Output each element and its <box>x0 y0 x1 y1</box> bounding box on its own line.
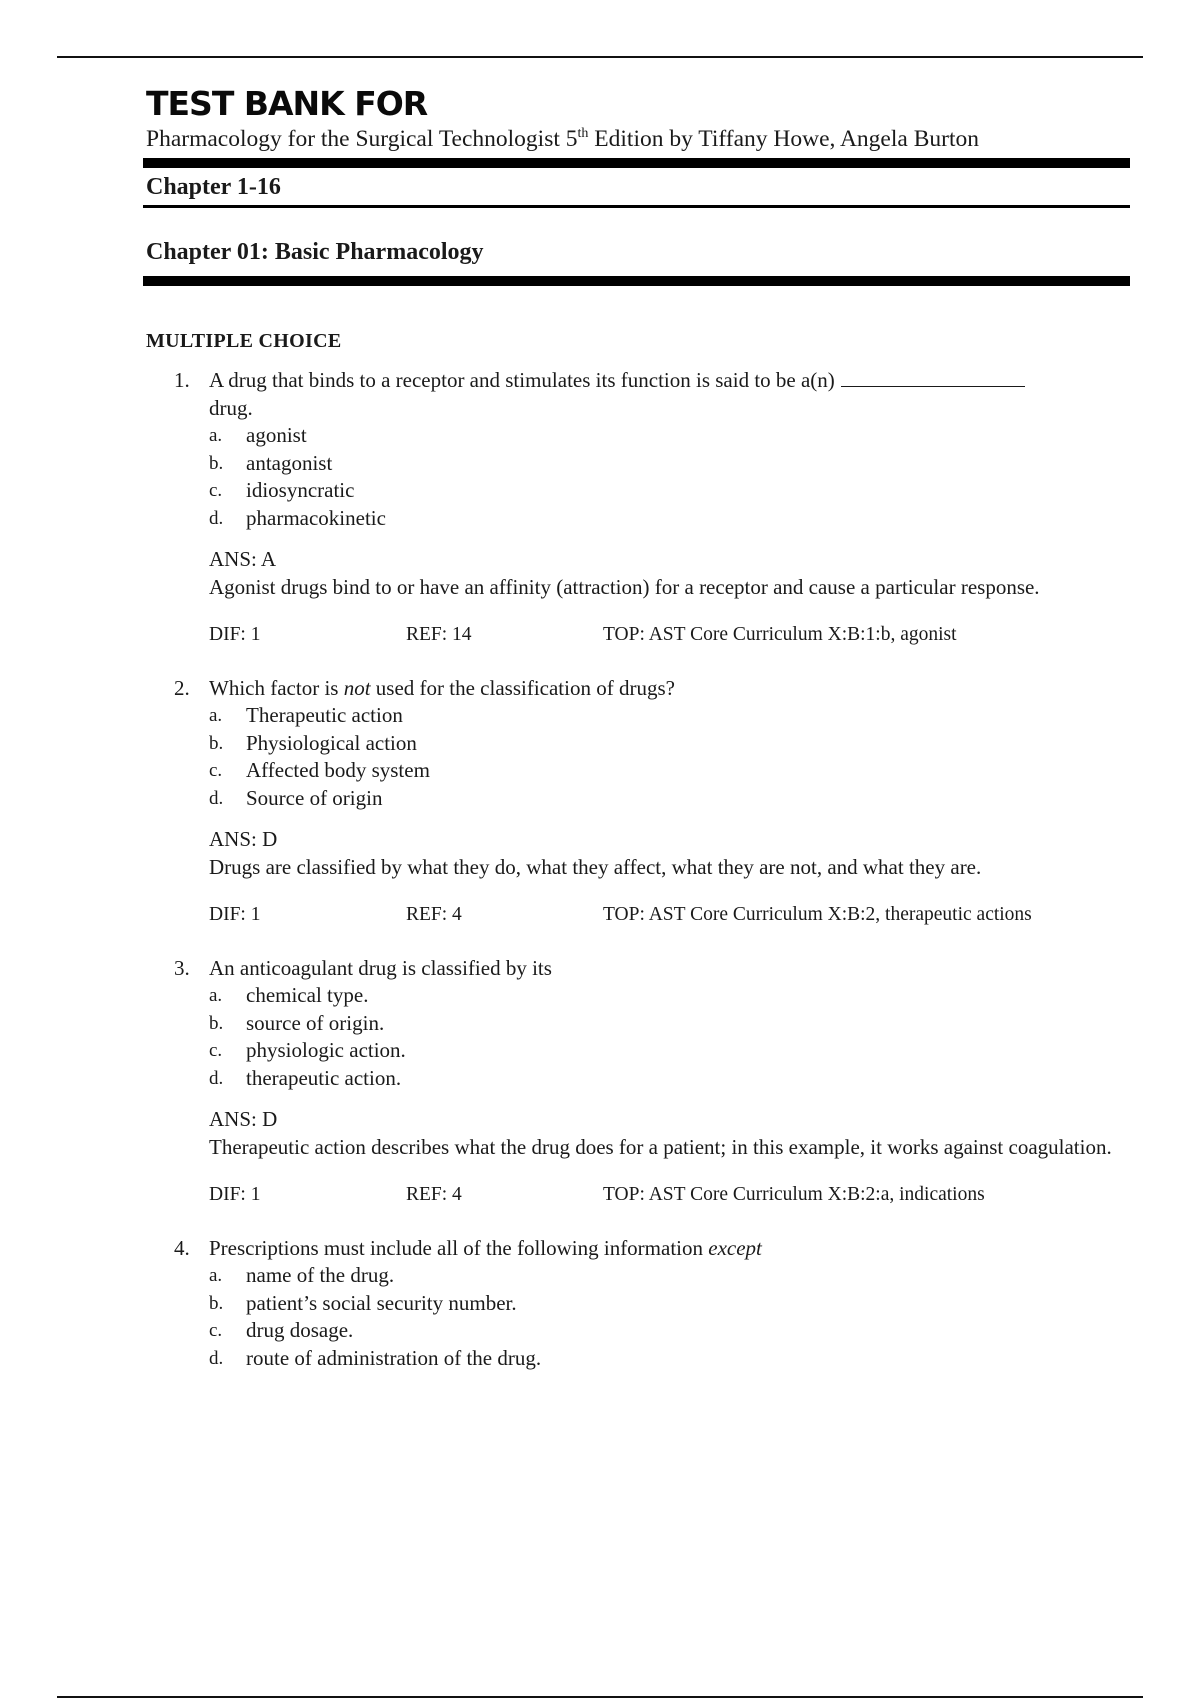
subtitle-text: Pharmacology for the Surgical Technologist 5 <box>146 126 578 152</box>
top-rule <box>57 56 1143 58</box>
question-stem <box>209 366 1127 422</box>
option-text: source of origin. <box>246 1010 385 1035</box>
option-d <box>209 505 1146 533</box>
answer-key: ANS: A <box>209 547 277 571</box>
option-text: agonist <box>246 423 307 447</box>
option-text: pharmacokinetic <box>246 505 386 530</box>
option-c <box>209 757 1146 785</box>
option-letter: a. <box>209 425 223 446</box>
option-c <box>209 1317 1146 1345</box>
document-title: TEST BANK FOR <box>146 84 428 123</box>
subtitle-text-rest: Edition by Tiffany Howe, Angela Burton <box>588 126 979 152</box>
option-letter: c. <box>209 760 223 781</box>
option-letter: c. <box>209 480 223 501</box>
option-text: route of administration of the drug. <box>246 1345 542 1370</box>
option-d <box>209 785 1146 813</box>
option-b <box>209 730 1146 758</box>
option-a <box>209 702 1146 730</box>
reference: REF: 4 <box>406 904 462 925</box>
option-text: antagonist <box>246 450 333 475</box>
option-letter: a. <box>209 1265 223 1286</box>
option-b <box>209 1290 1146 1318</box>
book-subtitle <box>146 124 1130 154</box>
question-2 <box>146 674 1146 931</box>
question-stem-emphasis: except <box>708 1236 762 1260</box>
option-list <box>209 982 1146 1092</box>
question-number: 3. <box>174 956 190 980</box>
option-text: Therapeutic action <box>246 703 403 727</box>
option-text: patient’s social security number. <box>246 1290 517 1315</box>
question-stem-text: Prescriptions must include all of the following information <box>209 1236 709 1260</box>
topic: TOP: AST Core Curriculum X:B:1:b, agonist <box>603 624 957 645</box>
option-text: idiosyncratic <box>246 478 355 502</box>
option-b <box>209 1010 1146 1038</box>
option-letter: a. <box>209 985 223 1006</box>
question-4 <box>146 1234 1146 1372</box>
answer-key: ANS: D <box>209 827 278 851</box>
answer-rationale: Therapeutic action describes what the drug does for a patient; in this example, it works against coagulation. <box>209 1135 1112 1159</box>
answer-rationale: Agonist drugs bind to or have an affinity (attraction) for a receptor and cause a particular response. <box>209 575 1040 599</box>
option-letter: a. <box>209 705 223 726</box>
option-b <box>209 450 1146 478</box>
option-letter: b. <box>209 1292 224 1314</box>
option-text: physiologic action. <box>246 1038 406 1062</box>
option-a <box>209 1262 1146 1290</box>
question-number: 4. <box>174 1236 190 1260</box>
topic: TOP: AST Core Curriculum X:B:2, therapeutic actions <box>603 904 1032 925</box>
option-letter: b. <box>209 1012 224 1034</box>
question-stem-emphasis: not <box>343 676 371 700</box>
option-list <box>209 702 1146 812</box>
option-letter: d. <box>209 787 224 809</box>
option-letter: c. <box>209 1040 223 1061</box>
option-a <box>209 422 1146 450</box>
option-text: Source of origin <box>246 785 383 810</box>
difficulty: DIF: 1 <box>209 1184 261 1205</box>
option-letter: b. <box>209 732 224 754</box>
difficulty: DIF: 1 <box>209 624 261 645</box>
option-text: Affected body system <box>246 758 430 782</box>
chapter-range: Chapter 1-16 <box>146 174 281 200</box>
question-metadata <box>209 621 1146 651</box>
answer-key: ANS: D <box>209 1107 278 1131</box>
option-text: name of the drug. <box>246 1263 395 1287</box>
question-stem-text: Which factor is <box>209 676 344 700</box>
option-text: therapeutic action. <box>246 1065 402 1090</box>
option-letter: d. <box>209 507 224 529</box>
reference: REF: 4 <box>406 1184 462 1205</box>
option-letter: d. <box>209 1347 224 1369</box>
question-stem-text: A drug that binds to a receptor and stimulates its function is said to be a(n) <box>209 368 835 392</box>
option-list <box>209 1262 1146 1372</box>
question-3 <box>146 954 1146 1211</box>
option-c <box>209 1037 1146 1065</box>
option-letter: c. <box>209 1320 223 1341</box>
chapter-title: Chapter 01: Basic Pharmacology <box>146 239 484 265</box>
chapter-divider <box>143 276 1130 286</box>
option-text: Physiological action <box>246 730 417 755</box>
option-d <box>209 1345 1146 1373</box>
option-list <box>209 422 1146 532</box>
bottom-rule <box>57 1696 1143 1698</box>
question-list <box>146 366 1146 1372</box>
question-stem <box>209 1234 1127 1262</box>
option-a <box>209 982 1146 1010</box>
answer-rationale: Drugs are classified by what they do, what they affect, what they are not, and what they are. <box>209 855 982 879</box>
fill-in-blank <box>841 366 1025 387</box>
question-stem <box>209 674 1127 702</box>
header-divider-thin <box>143 205 1130 208</box>
difficulty: DIF: 1 <box>209 904 261 925</box>
question-stem-end: drug. <box>209 396 253 420</box>
question-stem-text-rest: used for the classification of drugs? <box>370 676 675 700</box>
reference: REF: 14 <box>406 624 472 645</box>
document-header <box>146 84 1130 355</box>
subtitle-superscript: th <box>577 126 589 141</box>
question-stem: An anticoagulant drug is classified by its <box>209 956 552 980</box>
question-number: 2. <box>174 676 190 700</box>
question-metadata <box>209 1181 1146 1211</box>
option-letter: b. <box>209 452 224 474</box>
option-text: drug dosage. <box>246 1318 354 1342</box>
header-divider-thick <box>143 158 1130 168</box>
question-metadata <box>209 901 1146 931</box>
option-c <box>209 477 1146 505</box>
question-number: 1. <box>174 368 190 392</box>
option-letter: d. <box>209 1067 224 1089</box>
section-heading: MULTIPLE CHOICE <box>146 330 342 352</box>
topic: TOP: AST Core Curriculum X:B:2:a, indications <box>603 1184 985 1205</box>
option-d <box>209 1065 1146 1093</box>
question-1 <box>146 366 1146 651</box>
option-text: chemical type. <box>246 983 369 1007</box>
